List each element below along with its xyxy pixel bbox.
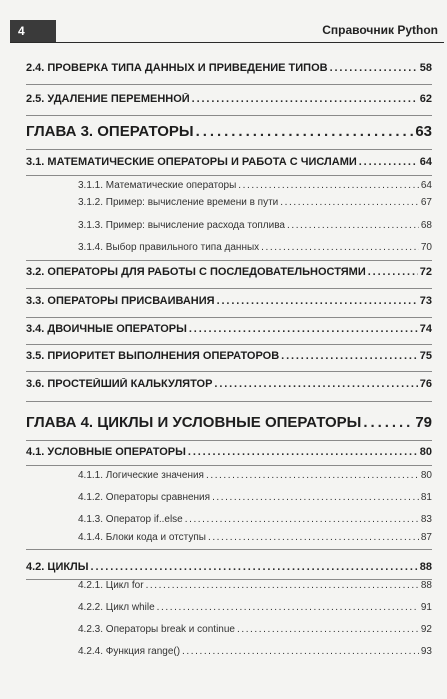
toc-entry-section (26, 350, 432, 362)
toc-entry-subsection (78, 514, 432, 525)
divider (26, 260, 432, 261)
dot-leader (192, 93, 418, 105)
toc-entry-section (26, 156, 432, 168)
divider (26, 344, 432, 345)
toc-entry-section (26, 378, 432, 390)
toc-entry-subsection (78, 646, 432, 657)
toc-entry-page: 80 (419, 446, 432, 458)
dot-leader (359, 156, 418, 168)
toc-entry-title: 3.1.1. Математические операторы (78, 180, 237, 191)
toc-entry-title: 3.2. ОПЕРАТОРЫ ДЛЯ РАБОТЫ С ПОСЛЕДОВАТЕЛЬНОСТЯМИ (26, 266, 366, 278)
toc-entry-title: 2.4. ПРОВЕРКА ТИПА ДАННЫХ И ПРИВЕДЕНИЕ ТИПОВ (26, 62, 328, 74)
dot-leader (363, 414, 413, 431)
divider (26, 288, 432, 289)
dot-leader (157, 602, 419, 613)
toc-entry-subsection (78, 470, 432, 481)
divider (26, 371, 432, 372)
dot-leader (217, 295, 418, 307)
toc-entry-page: 74 (419, 323, 432, 335)
dot-leader (237, 624, 419, 635)
toc-entry-section (26, 561, 432, 573)
toc-entry-page: 72 (419, 266, 432, 278)
dot-leader (185, 514, 419, 525)
dot-leader (238, 180, 419, 191)
book-title: Справочник Python (322, 23, 438, 37)
dot-leader (146, 580, 419, 591)
toc-entry-page: 70 (420, 242, 432, 253)
toc-entry-title: 4.1.1. Логические значения (78, 470, 204, 481)
toc-entry-title: ГЛАВА 3. ОПЕРАТОРЫ (26, 123, 194, 140)
toc-entry-title: 4.2.2. Цикл while (78, 602, 155, 613)
toc-entry-title: 4.1. УСЛОВНЫЕ ОПЕРАТОРЫ (26, 446, 186, 458)
toc-entry-page: 80 (420, 470, 432, 481)
toc-entry-page: 64 (420, 180, 432, 191)
toc-entry-title: 4.2. ЦИКЛЫ (26, 561, 89, 573)
toc-entry-title: 3.1. МАТЕМАТИЧЕСКИЕ ОПЕРАТОРЫ И РАБОТА С ЧИСЛАМИ (26, 156, 357, 168)
toc-entry-title: 3.3. ОПЕРАТОРЫ ПРИСВАИВАНИЯ (26, 295, 215, 307)
toc-entry-page: 88 (419, 561, 432, 573)
toc-entry-page: 76 (419, 378, 432, 390)
dot-leader (189, 323, 418, 335)
toc-entry-page: 58 (419, 62, 432, 74)
divider (26, 149, 432, 150)
toc-entry-title: 3.1.4. Выбор правильного типа данных (78, 242, 260, 253)
toc-entry-section (26, 446, 432, 458)
divider (26, 465, 432, 466)
toc-entry-title: 4.2.1. Цикл for (78, 580, 144, 591)
toc-entry-section (26, 323, 432, 335)
toc-entry-page: 88 (420, 580, 432, 591)
dot-leader (261, 242, 419, 253)
dot-leader (281, 350, 418, 362)
toc-entry-title: 3.4. ДВОИЧНЫЕ ОПЕРАТОРЫ (26, 323, 187, 335)
toc-entry-section (26, 295, 432, 307)
toc-entry-page: 73 (419, 295, 432, 307)
toc-entry-subsection (78, 602, 432, 613)
dot-leader (214, 378, 417, 390)
toc-entry-title: 3.1.3. Пример: вычисление расхода топлива (78, 220, 285, 231)
toc-entry-section (26, 93, 432, 105)
dot-leader (188, 446, 418, 458)
divider (26, 317, 432, 318)
toc-entry-page: 92 (420, 624, 432, 635)
toc-entry-page: 67 (420, 197, 432, 208)
toc-entry-title: 4.2.3. Операторы break и continue (78, 624, 235, 635)
toc-entry-title: 4.2.4. Функция range() (78, 646, 181, 657)
toc-entry-title: 4.1.4. Блоки кода и отступы (78, 532, 206, 543)
toc-entry-chapter (26, 123, 432, 140)
toc-entry-subsection (78, 532, 432, 543)
toc-entry-page: 81 (420, 492, 432, 503)
dot-leader (196, 123, 414, 140)
dot-leader (330, 62, 418, 74)
toc-entry-title: 4.1.3. Оператор if..else (78, 514, 183, 525)
toc-entry-section (26, 266, 432, 278)
toc-entry-page: 63 (415, 123, 432, 140)
toc-entry-subsection (78, 180, 432, 191)
dot-leader (182, 646, 419, 657)
divider (26, 115, 432, 116)
toc-entry-title: 3.1.2. Пример: вычисление времени в пути (78, 197, 279, 208)
toc-entry-title: 3.5. ПРИОРИТЕТ ВЫПОЛНЕНИЯ ОПЕРАТОРОВ (26, 350, 280, 362)
toc-entry-subsection (78, 492, 432, 503)
toc-entry-page: 79 (415, 414, 432, 431)
toc-entry-subsection (78, 242, 432, 253)
toc-entry-section (26, 62, 432, 74)
toc-entry-page: 91 (420, 602, 432, 613)
page-number: 4 (10, 20, 56, 42)
dot-leader (368, 266, 418, 278)
toc-entry-page: 75 (419, 350, 432, 362)
toc-entry-subsection (78, 580, 432, 591)
toc-entry-subsection (78, 220, 432, 231)
dot-leader (206, 470, 419, 481)
dot-leader (208, 532, 419, 543)
dot-leader (91, 561, 418, 573)
dot-leader (287, 220, 419, 231)
toc-entry-page: 87 (420, 532, 432, 543)
dot-leader (280, 197, 419, 208)
toc-entry-title: ГЛАВА 4. ЦИКЛЫ И УСЛОВНЫЕ ОПЕРАТОРЫ (26, 414, 362, 431)
toc-entry-page: 62 (419, 93, 432, 105)
divider (26, 440, 432, 441)
toc-entry-title: 3.6. ПРОСТЕЙШИЙ КАЛЬКУЛЯТОР (26, 378, 213, 390)
toc-entry-chapter (26, 414, 432, 431)
divider (26, 84, 432, 85)
divider (26, 549, 432, 550)
dot-leader (212, 492, 419, 503)
toc-entry-page: 68 (420, 220, 432, 231)
toc-entry-page: 64 (419, 156, 432, 168)
toc-entry-page: 83 (420, 514, 432, 525)
toc-entry-title: 2.5. УДАЛЕНИЕ ПЕРЕМЕННОЙ (26, 93, 190, 105)
divider (26, 175, 432, 176)
divider (26, 401, 432, 402)
toc-entry-subsection (78, 197, 432, 208)
toc-entry-title: 4.1.2. Операторы сравнения (78, 492, 211, 503)
toc-entry-subsection (78, 624, 432, 635)
toc-entry-page: 93 (420, 646, 432, 657)
